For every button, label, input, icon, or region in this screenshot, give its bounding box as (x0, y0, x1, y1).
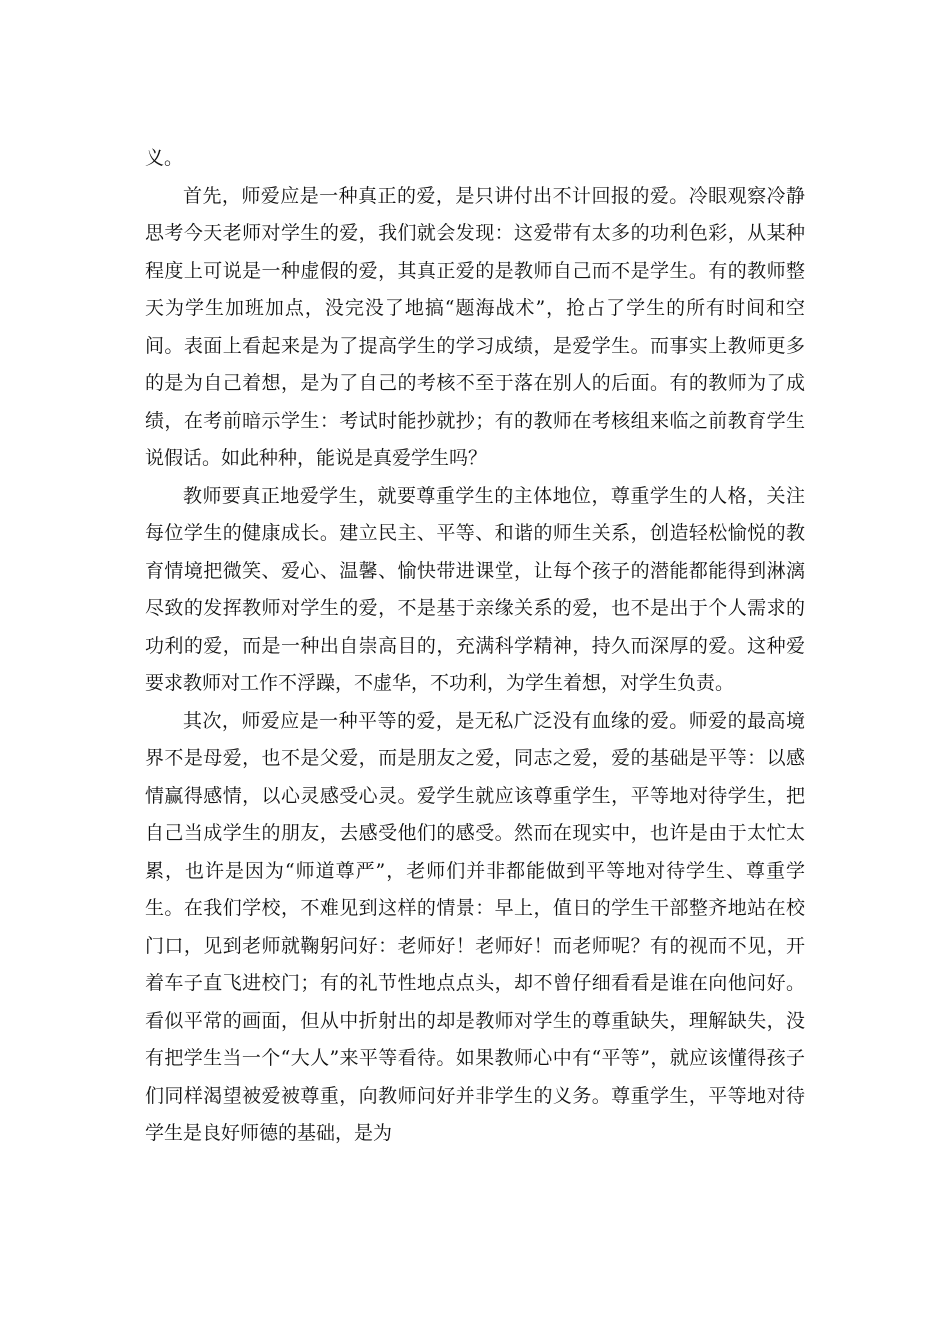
document-body (145, 140, 805, 1153)
paragraph-first-point: 首先，师爱应是一种真正的爱，是只讲付出不计回报的爱。冷眼观察冷静思考今天老师对学生的爱，我们就会发现：这爱带有太多的功利色彩，从某种程度上可说是一种虚假的爱，其真正爱的是教师自己而不是学生。有的教师整天为学生加班加点，没完没了地搞“题海战术”，抢占了学生的所有时间和空间。表面上看起来是为了提高学生的学习成绩，是爱学生。而事实上教师更多的是为自己着想，是为了自己的考核不至于落在别人的后面。有的教师为了成绩，在考前暗示学生：考试时能抄就抄；有的教师在考核组来临之前教育学生说假话。如此种种，能说是真爱学生吗？ (145, 184, 805, 469)
paragraph-second-point: 其次，师爱应是一种平等的爱，是无私广泛没有血缘的爱。师爱的最高境界不是母爱，也不是父爱，而是朋友之爱，同志之爱，爱的基础是平等：以感情赢得感情，以心灵感受心灵。爱学生就应该尊重学生，平等地对待学生，把自己当成学生的朋友，去感受他们的感受。然而在现实中，也许是由于太忙太累，也许是因为“师道尊严”，老师们并非都能做到平等地对待学生、尊重学生。在我们学校，不难见到这样的情景：早上，值日的学生干部整齐地站在校门口，见到老师就鞠躬问好：老师好！老师好！而老师呢？有的视而不见，开着车子直飞进校门；有的礼节性地点点头，却不曾仔细看看是谁在向他问好。看似平常的画面，但从中折射出的却是教师对学生的尊重缺失，理解缺失，没有把学生当一个“大人”来平等看待。如果教师心中有“平等”，就应该懂得孩子们同样渴望被爱被尊重，向教师问好并非学生的义务。尊重学生，平等地对待学生是良好师德的基础，是为 (145, 709, 805, 1144)
paragraph-continuation: 义。 (145, 147, 184, 169)
paragraph-respect-students: 教师要真正地爱学生，就要尊重学生的主体地位，尊重学生的人格，关注每位学生的健康成长。建立民主、平等、和谐的师生关系，创造轻松愉悦的教育情境把微笑、爱心、温馨、愉快带进课堂，让每个孩子的潜能都能得到淋漓尽致的发挥教师对学生的爱，不是基于亲缘关系的爱，也不是出于个人需求的功利的爱，而是一种出自崇高目的，充满科学精神，持久而深厚的爱。这种爱要求教师对工作不浮躁，不虚华，不功利，为学生着想，对学生负责。 (145, 484, 805, 694)
